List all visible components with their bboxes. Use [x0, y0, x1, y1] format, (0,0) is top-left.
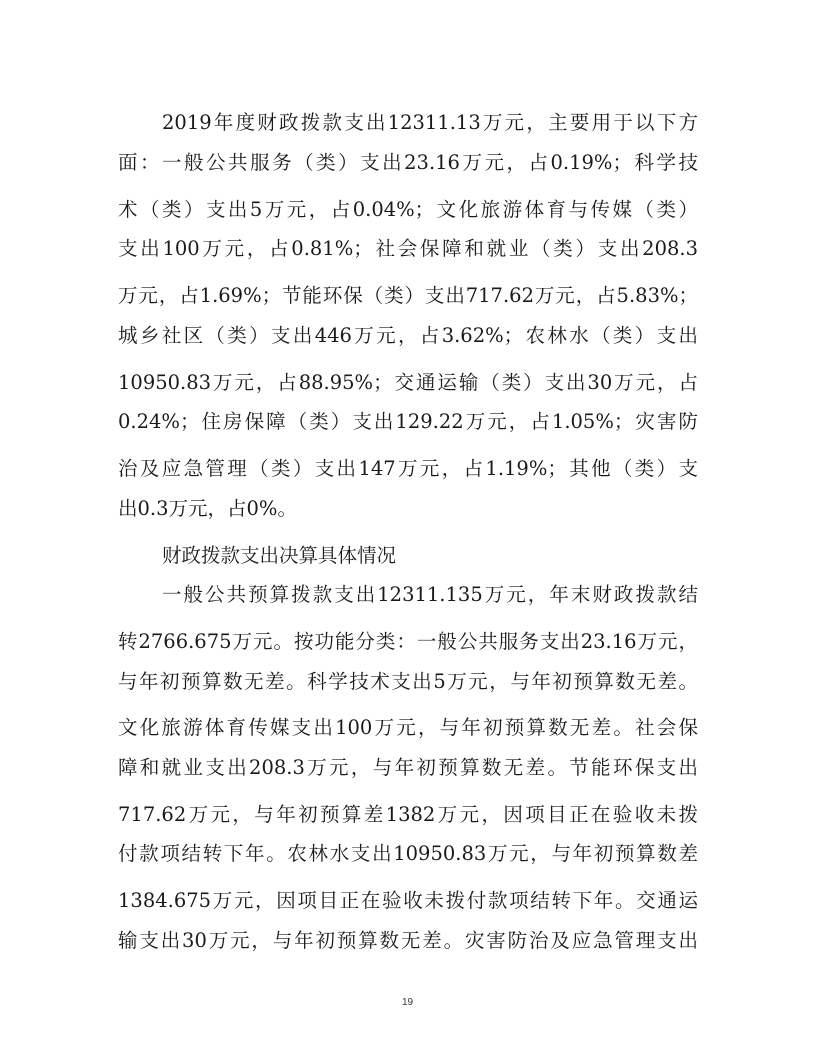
text-line: 万元，占1.69%；节能环保（类）支出717.62万元，占5.83%；: [118, 284, 698, 307]
text-line: 一般公共预算拨款支出12311.135万元，年末财政拨款结: [162, 583, 698, 606]
text-line: 1384.675万元，因项目正在验收未拨付款项结转下年。交通运: [118, 889, 698, 912]
text-line: 出0.3万元，占0%。: [118, 497, 297, 520]
text-line: 输支出30万元，与年初预算数无差。灾害防治及应急管理支出: [118, 929, 698, 952]
text-line: 支出100万元，占0.81%；社会保障和就业（类）支出208.3: [118, 237, 698, 260]
text-line: 术（类）支出5万元，占0.04%；文化旅游体育与传媒（类）: [118, 198, 698, 221]
page-number: 19: [401, 997, 414, 1008]
text-line: 面：一般公共服务（类）支出23.16万元，占0.19%；科学技: [118, 151, 698, 174]
text-line: 治及应急管理（类）支出147万元，占1.19%；其他（类）支: [118, 457, 698, 480]
section-heading: 财政拨款支出决算具体情况: [162, 544, 397, 567]
text-line: 与年初预算数无差。科学技术支出5万元，与年初预算数无差。: [118, 670, 698, 693]
text-line: 文化旅游体育传媒支出100万元，与年初预算数无差。社会保: [118, 716, 698, 739]
text-line: 2019年度财政拨款支出12311.13万元，主要用于以下方: [162, 111, 698, 134]
text-line: 转2766.675万元。按功能分类：一般公共服务支出23.16万元，: [118, 630, 698, 653]
text-line: 城乡社区（类）支出446万元，占3.62%；农林水（类）支出: [118, 324, 698, 347]
text-line: 付款项结转下年。农林水支出10950.83万元，与年初预算数差: [118, 842, 698, 865]
text-line: 10950.83万元，占88.95%；交通运输（类）支出30万元，占: [118, 371, 698, 394]
text-line: 717.62万元，与年初预算差1382万元，因项目正在验收未拨: [118, 803, 698, 826]
text-line: 0.24%；住房保障（类）支出129.22万元，占1.05%；灾害防: [118, 410, 698, 433]
text-line: 障和就业支出208.3万元，与年初预算数无差。节能环保支出: [118, 756, 698, 779]
